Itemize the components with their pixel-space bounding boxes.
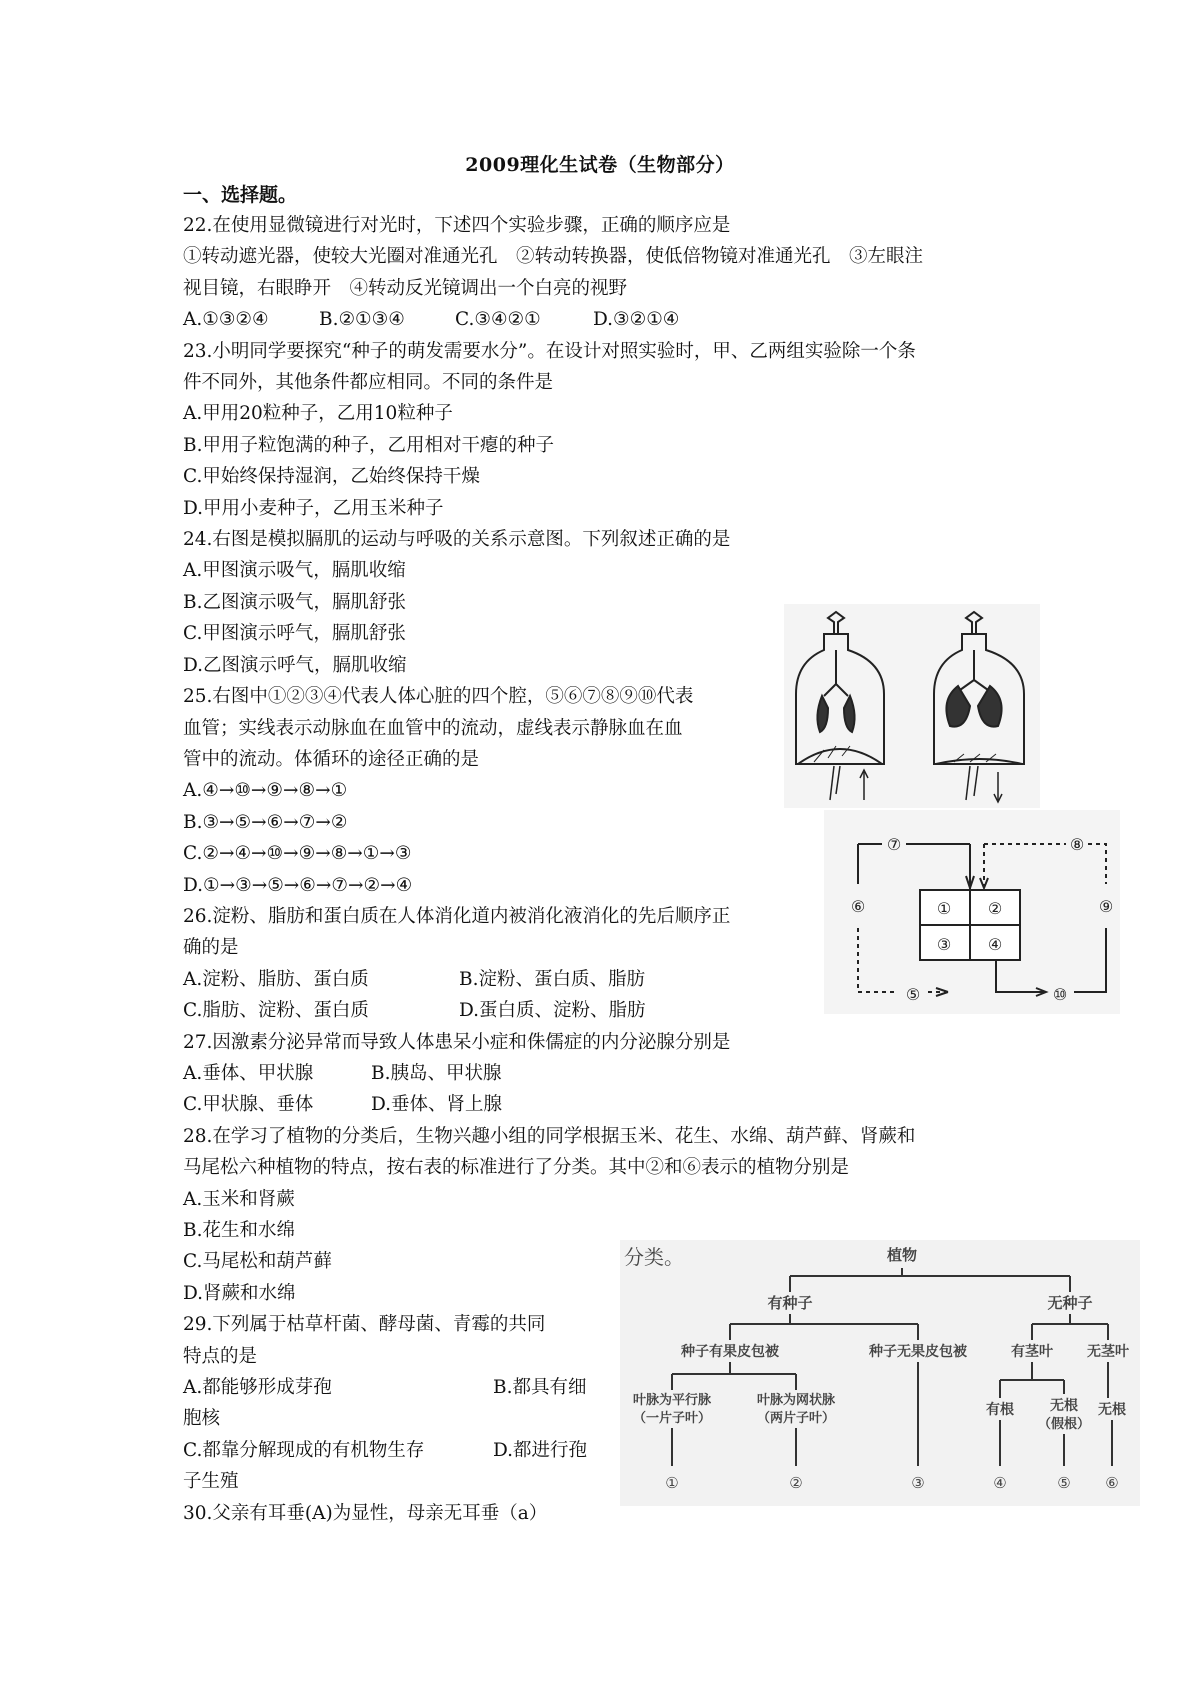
q23-option-d: D.甲用小麦种子，乙用玉米种子 (183, 497, 444, 519)
q23-option-b: B.甲用子粒饱满的种子，乙用相对干瘪的种子 (183, 434, 554, 456)
heart-chamber-2: ② (987, 899, 1003, 918)
tree-root-no: 无根 (1050, 1398, 1078, 1414)
tree-noseed: 无种子 (1047, 1294, 1093, 1312)
heart-chamber-1: ① (936, 899, 952, 918)
heart-circulation-figure (824, 810, 1120, 1014)
q27-options-row1 (183, 1058, 923, 1089)
q22-options (183, 304, 923, 335)
tree-root-no-2: （假根） (1037, 1417, 1091, 1432)
q29-option-c: C.都靠分解现成的有机物生存 (183, 1439, 425, 1461)
q29-option-b: B.都具有细 (493, 1377, 587, 1399)
q28-option-c: C.马尾松和葫芦藓 (183, 1251, 332, 1273)
q25-stem-line3: 管中的流动。体循环的途径正确的是 (183, 748, 480, 770)
tree-leaf-4: ④ (993, 1474, 1007, 1492)
plant-classification-tree (620, 1240, 1140, 1506)
tree-leaf-3: ③ (911, 1474, 925, 1492)
tree-seed: 有种子 (767, 1294, 813, 1312)
q22-option-b: B.②①③④ (319, 309, 405, 331)
q23-option-c: C.甲始终保持湿润，乙始终保持干燥 (183, 466, 480, 488)
q23-option-a: A.甲用20粒种子，乙用10粒种子 (183, 403, 453, 425)
tree-mono-1: 叶脉为平行脉 (632, 1393, 712, 1408)
bell-jar-left (796, 612, 884, 800)
tree-dicot-2: （两片子叶） (756, 1411, 836, 1426)
tree-covered: 种子有果皮包被 (681, 1344, 779, 1360)
tree-uncovered: 种子无果皮包被 (869, 1344, 967, 1360)
q28-option-d: D.肾蕨和水绵 (183, 1282, 296, 1304)
tree-nostemleaf: 无茎叶 (1087, 1344, 1129, 1360)
tree-caption: 分类。 (624, 1245, 684, 1269)
tree-leaf-6: ⑥ (1105, 1474, 1119, 1492)
q27-options-row2 (183, 1089, 923, 1120)
heart-chamber-4: ④ (987, 935, 1003, 954)
q22-steps-line1: ①转动遮光器，使较大光圈对准通光孔 ②转动转换器，使低倍物镜对准通光孔 ③左眼注 (183, 246, 924, 268)
q28-stem-line1: 28.在学习了植物的分类后，生物兴趣小组的同学根据玉米、花生、水绵、葫芦藓、肾蕨和 (183, 1125, 916, 1147)
q28-option-b: B.花生和水绵 (183, 1220, 295, 1241)
q25-option-b: B.③→⑤→⑥→⑦→② (183, 811, 348, 833)
q24-option-d: D.乙图演示呼气，膈肌收缩 (183, 654, 407, 676)
heart-vessel-6: ⑥ (850, 897, 866, 916)
q29-stem-line2: 特点的是 (183, 1345, 258, 1367)
heart-vessel-9: ⑨ (1098, 897, 1114, 916)
q27-option-a: A.垂体、甲状腺 (183, 1062, 314, 1084)
q22-option-d: D.③②①④ (593, 309, 680, 331)
q24-option-b: B.乙图演示吸气，膈肌舒张 (183, 591, 406, 613)
heart-chamber-3: ③ (936, 935, 952, 954)
tree-root-yes: 有根 (986, 1402, 1014, 1418)
q27-option-b: B.胰岛、甲状腺 (371, 1062, 502, 1084)
tree-mono-2: （一片子叶） (632, 1411, 712, 1426)
bell-jar-figure (784, 604, 1040, 808)
tree-root: 植物 (886, 1246, 918, 1264)
q26-option-a: A.淀粉、脂肪、蛋白质 (183, 968, 369, 990)
tree-root-none: 无根 (1098, 1402, 1126, 1418)
q25-option-d: D.①→③→⑤→⑥→⑦→②→④ (183, 874, 413, 896)
tree-leaf-5: ⑤ (1057, 1474, 1071, 1492)
heart-vessel-7: ⑦ (886, 835, 902, 854)
q22-steps-line2: 视目镜，右眼睁开 ④转动反光镜调出一个白亮的视野 (183, 277, 628, 299)
heart-vessel-10: ⑩ (1052, 985, 1068, 1004)
q22-stem: 22.在使用显微镜进行对光时，下述四个实验步骤，正确的顺序应是 (183, 215, 731, 236)
heart-circulation-diagram (824, 810, 1120, 1014)
q23-stem-line2: 件不同外，其他条件都应相同。不同的条件是 (183, 372, 554, 394)
q29-option-a: A.都能够形成芽孢 (183, 1377, 332, 1399)
bell-jar-right (934, 612, 1024, 802)
tree-dicot-1: 叶脉为网状脉 (756, 1393, 836, 1408)
q26-option-d: D.蛋白质、淀粉、脂肪 (459, 1000, 646, 1022)
q29-stem-line1: 29.下列属于枯草杆菌、酵母菌、青霉的共同 (183, 1314, 546, 1336)
page-title: 2009理化生试卷（生物部分） (465, 154, 735, 176)
q24-option-c: C.甲图演示呼气，膈肌舒张 (183, 623, 406, 645)
q22-option-a: A.①③②④ (183, 309, 269, 331)
plant-classification-figure (620, 1240, 1140, 1506)
tree-stemleaf: 有茎叶 (1011, 1344, 1053, 1360)
q26-stem-line1: 26.淀粉、脂肪和蛋白质在人体消化道内被消化液消化的先后顺序正 (183, 905, 731, 927)
q25-stem-line2: 血管；实线表示动脉血在血管中的流动，虚线表示静脉血在血 (183, 717, 683, 739)
q26-stem-line2: 确的是 (183, 937, 239, 959)
tree-leaf-2: ② (789, 1474, 803, 1492)
q22-option-c: C.③④②① (455, 309, 541, 331)
tree-connectors (672, 1268, 1112, 1466)
q25-option-a: A.④→⑩→⑨→⑧→① (183, 780, 348, 802)
q27-option-d: D.垂体、肾上腺 (371, 1094, 503, 1116)
q26-options-row1 (183, 964, 923, 995)
q27-option-c: C.甲状腺、垂体 (183, 1094, 314, 1116)
tree-leaf-1: ① (665, 1474, 679, 1492)
q29-option-d-cont: 子生殖 (183, 1471, 239, 1493)
q24-stem: 24.右图是模拟膈肌的运动与呼吸的关系示意图。下列叙述正确的是 (183, 529, 731, 551)
q29-option-b-cont: 胞核 (183, 1408, 221, 1430)
q26-option-c: C.脂肪、淀粉、蛋白质 (183, 1000, 369, 1022)
q28-stem-line2: 马尾松六种植物的特点，按右表的标准进行了分类。其中②和⑥表示的植物分别是 (183, 1157, 850, 1179)
q25-option-c: C.②→④→⑩→⑨→⑧→①→③ (183, 843, 412, 865)
q23-stem-line1: 23.小明同学要探究“种子的萌发需要水分”。在设计对照实验时，甲、乙两组实验除一个条 (183, 340, 916, 362)
heart-vessel-5: ⑤ (905, 985, 921, 1004)
q24-option-a: A.甲图演示吸气，膈肌收缩 (183, 560, 406, 582)
q29-option-d: D.都进行孢 (493, 1439, 588, 1461)
q26-option-b: B.淀粉、蛋白质、脂肪 (459, 968, 645, 990)
q30-stem: 30.父亲有耳垂(A)为显性，母亲无耳垂（a） (183, 1502, 548, 1524)
q25-stem-line1: 25.右图中①②③④代表人体心脏的四个腔，⑤⑥⑦⑧⑨⑩代表 (183, 686, 694, 708)
bell-jar-diagram (784, 604, 1040, 808)
q28-option-a: A.玉米和肾蕨 (183, 1188, 295, 1210)
q26-options-row2 (183, 995, 923, 1026)
heart-vessel-8: ⑧ (1069, 835, 1085, 854)
q27-stem: 27.因激素分泌异常而导致人体患呆小症和侏儒症的内分泌腺分别是 (183, 1031, 731, 1053)
section-heading: 一、选择题。 (183, 184, 298, 206)
